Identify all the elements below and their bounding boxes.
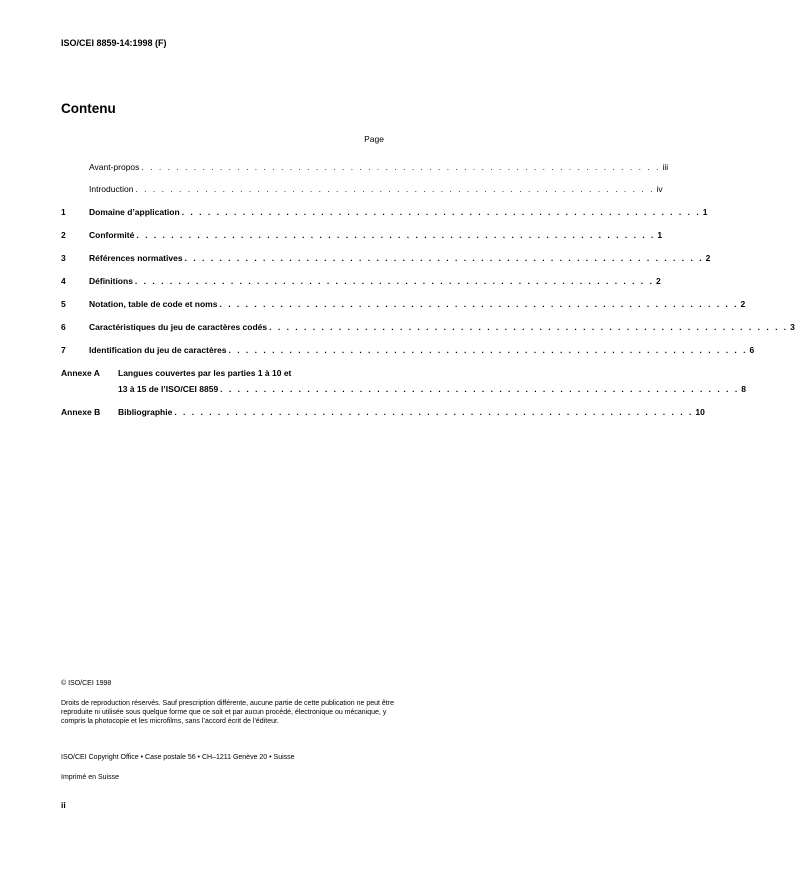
toc-entry-label: Introduction — [89, 184, 134, 194]
toc-annex-label: Langues couvertes par les parties 1 à 10 et — [118, 368, 292, 378]
toc-annex-page: 8 — [741, 384, 746, 394]
toc-entry-7[interactable] — [61, 344, 755, 356]
toc-entry-label: Références normatives — [89, 253, 183, 263]
leader-dots: . . . . . . . . . . . . . . . . . . . . . . . . . . . . . . . . . . . . . . . . . . . . . . . . . . . . . . . . . . . . — [141, 162, 661, 172]
leader-dots: . . . . . . . . . . . . . . . . . . . . . . . . . . . . . . . . . . . . . . . . . . . . . . . . . . . . . . . . . . . . — [136, 230, 656, 240]
toc-entry-number: 7 — [61, 345, 66, 355]
leader-dots: . . . . . . . . . . . . . . . . . . . . . . . . . . . . . . . . . . . . . . . . . . . . . . . . . . . . . . . . . . . . — [219, 299, 739, 309]
toc-entry-page: 1 — [657, 230, 663, 240]
toc-entry-page: 6 — [749, 345, 755, 355]
toc-entry-label: Avant-propos — [89, 162, 140, 172]
toc-entry-number: 3 — [61, 253, 66, 263]
toc-entry-page: 2 — [705, 253, 711, 263]
toc-entry-introduction[interactable] — [61, 183, 663, 195]
page-column-header: Page — [364, 134, 384, 144]
toc-entry-label: Domaine d’application — [89, 207, 180, 217]
toc-entry-2[interactable] — [61, 229, 663, 241]
toc-entry-number: 2 — [61, 230, 66, 240]
leader-dots: . . . . . . . . . . . . . . . . . . . . . . . . . . . . . . . . . . . . . . . . . . . . . . . . . . . . . . . . . . . . — [135, 184, 655, 194]
toc-entry-label: Définitions — [89, 276, 133, 286]
toc-entry-foreword[interactable] — [61, 161, 669, 173]
page-title: Contenu — [61, 101, 116, 116]
toc-entry-page: 2 — [740, 299, 746, 309]
toc-entry-4[interactable] — [61, 275, 661, 287]
copyright-notice: © ISO/CEI 1998 — [61, 680, 112, 687]
toc-annex-page: 10 — [695, 407, 705, 417]
toc-entry-label: Caractéristiques du jeu de caractères codés — [89, 322, 268, 332]
toc-annex-b[interactable] — [61, 406, 705, 418]
toc-annex-a-line2[interactable] — [61, 383, 746, 395]
toc-entry-label: Notation, table de code et noms — [89, 299, 218, 309]
toc-entry-number: 6 — [61, 322, 66, 332]
document-identifier: ISO/CEI 8859-14:1998 (F) — [61, 38, 167, 48]
toc-entry-page: iv — [656, 184, 663, 194]
page-number: ii — [61, 800, 66, 810]
toc-entry-3[interactable] — [61, 252, 711, 264]
toc-entry-5[interactable] — [61, 298, 746, 310]
toc-entry-page: 1 — [702, 207, 708, 217]
toc-annex-label-continued: 13 à 15 de l’ISO/CEI 8859 — [118, 384, 219, 394]
leader-dots: . . . . . . . . . . . . . . . . . . . . . . . . . . . . . . . . . . . . . . . . . . . . . . . . . . . . . . . . . . . . — [220, 384, 740, 394]
leader-dots: . . . . . . . . . . . . . . . . . . . . . . . . . . . . . . . . . . . . . . . . . . . . . . . . . . . . . . . . . . . . — [269, 322, 789, 332]
copyright-office-address: ISO/CEI Copyright Office • Case postale 56 • CH–1211 Genève 20 • Suisse — [61, 754, 295, 761]
toc-annex-label: Bibliographie — [118, 407, 173, 417]
toc-entry-number: 4 — [61, 276, 66, 286]
toc-entry-label: Conformité — [89, 230, 135, 240]
toc-entry-number: 5 — [61, 299, 66, 309]
leader-dots: . . . . . . . . . . . . . . . . . . . . . . . . . . . . . . . . . . . . . . . . . . . . . . . . . . . . . . . . . . . . — [228, 345, 748, 355]
toc-annex-number: Annexe B — [61, 407, 101, 417]
toc-entry-number: 1 — [61, 207, 66, 217]
toc-entry-6[interactable] — [61, 321, 795, 333]
toc-entry-page: 3 — [790, 322, 795, 332]
leader-dots: . . . . . . . . . . . . . . . . . . . . . . . . . . . . . . . . . . . . . . . . . . . . . . . . . . . . . . . . . . . . — [174, 407, 694, 417]
leader-dots: . . . . . . . . . . . . . . . . . . . . . . . . . . . . . . . . . . . . . . . . . . . . . . . . . . . . . . . . . . . . — [181, 207, 701, 217]
printed-in: Imprimé en Suisse — [61, 774, 119, 781]
toc-entry-page: iii — [662, 162, 669, 172]
toc-annex-a-line1[interactable] — [61, 367, 385, 379]
leader-dots: . . . . . . . . . . . . . . . . . . . . . . . . . . . . . . . . . . . . . . . . . . . . . . . . . . . . . . . . . . . . — [134, 276, 654, 286]
toc-entry-1[interactable] — [61, 206, 708, 218]
leader-dots: . . . . . . . . . . . . . . . . . . . . . . . . . . . . . . . . . . . . . . . . . . . . . . . . . . . . . . . . . . . . — [184, 253, 704, 263]
rights-statement: Droits de reproduction réservés. Sauf prescription différente, aucune partie de cette publication ne peut être reproduite ni utilisée sous quelque forme que ce soit et par aucun procédé, électronique ou mécanique, y compris la photocopie et les microfilms, sans l’accord écrit de l’éditeur. — [61, 700, 394, 725]
toc-annex-number: Annexe A — [61, 368, 100, 378]
toc-entry-page: 2 — [655, 276, 661, 286]
toc-entry-label: Identification du jeu de caractères — [89, 345, 227, 355]
